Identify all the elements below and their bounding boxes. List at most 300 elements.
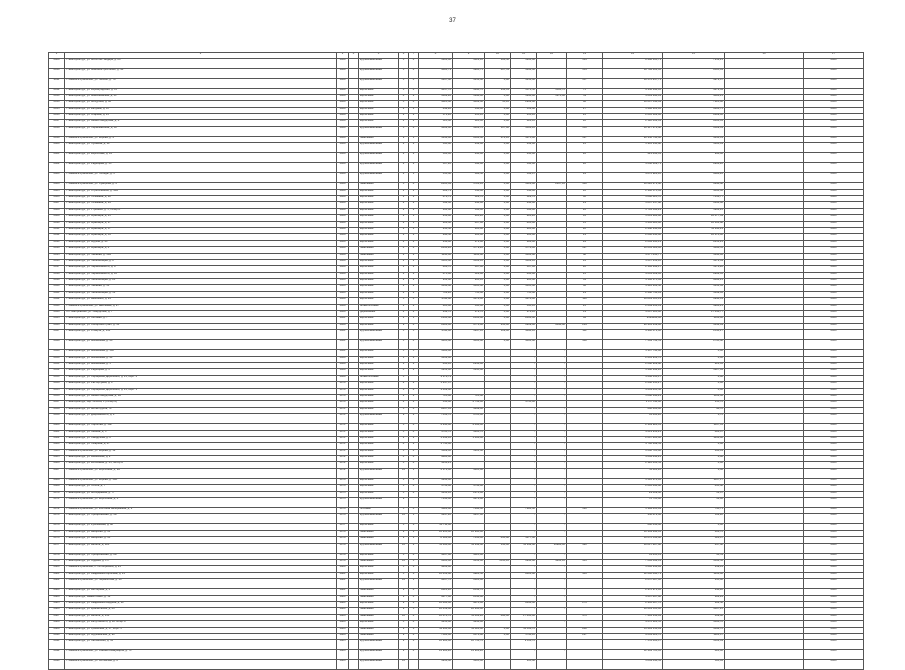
table-row <box>49 153 864 163</box>
cell-area5: 1500,70 <box>537 88 567 94</box>
cell-entr: 2 <box>409 356 419 362</box>
cell-area2: 965,10 <box>453 279 485 285</box>
cell-entr: 4 <box>409 323 419 329</box>
cell-area4: - <box>511 579 537 589</box>
cell-wall: кирпичные <box>359 208 399 214</box>
cell-year: 1969 <box>337 126 349 136</box>
cell-area: 406,70 <box>419 266 453 272</box>
cell-yend: 2026 <box>804 227 864 233</box>
cell-area2: 11 024,90 <box>453 627 485 633</box>
cell-cost: 10 784 661,45 <box>603 68 663 78</box>
cell-area2: 3002,60 <box>453 101 485 107</box>
cell-floors: 12 <box>399 559 409 565</box>
cell-address: Г. Екатеринбург, ул. Черняховского, д. 10 <box>65 272 337 278</box>
cell-cost2: 637,68 <box>663 543 725 553</box>
cell-wall: кирпичные <box>359 456 399 462</box>
cell-area5 <box>537 143 567 153</box>
cell-floors: 5 <box>399 58 409 68</box>
cell-wall: крупнопанельные <box>359 468 399 478</box>
cell-cost: 20 941 339,96 <box>603 323 663 329</box>
cell-no: 2813 <box>49 94 65 100</box>
cell-floors: 5 <box>399 553 409 559</box>
cell-area4: - <box>511 424 537 430</box>
cell-area3: 0,00 <box>485 340 511 350</box>
cell-address: Г. Екатеринбург, ул. Колхозная, д. 25, литер А <box>65 462 337 468</box>
cell-yend: 2026 <box>804 356 864 362</box>
cell-year: 1976 <box>337 514 349 524</box>
cell-entr: 1 <box>409 468 419 478</box>
cell-cost2: 0,00 <box>663 524 725 530</box>
cell-people: 20 <box>567 227 603 233</box>
cell-cost2: 10 670,00 <box>663 234 725 240</box>
cell-no: 2852 <box>49 369 65 375</box>
cell-floors: 5 <box>399 508 409 514</box>
cell-address: Г. Екатеринбург, ул. Утренняя, д. 5, литер А <box>65 208 337 214</box>
cell-floors: 10 <box>399 614 409 620</box>
cell-year: 1969 <box>337 202 349 208</box>
cell-cost: 1 849 048,54 <box>603 660 663 670</box>
cell-entr: 4 <box>409 601 419 607</box>
cell-area5 <box>537 640 567 650</box>
column-number-cell: 9 <box>453 53 485 59</box>
cell-yend: 2026 <box>804 143 864 153</box>
cell-no: 2815 <box>49 107 65 113</box>
cell-cost: 4 270 324,55 <box>603 621 663 627</box>
cell-cost2: 1166,90 <box>663 436 725 442</box>
cell-floors: 9 <box>399 136 409 142</box>
cell-entr: 2 <box>409 107 419 113</box>
cell-area5: - <box>537 608 567 614</box>
cell-people: 180 <box>567 183 603 189</box>
cell-address: Г. Екатеринбург, ул. Первомайская, д. 58 <box>65 126 337 136</box>
cell-area4: - <box>511 566 537 572</box>
cell-entr: 4 <box>409 126 419 136</box>
cell-no: 2860 <box>49 424 65 430</box>
cell-cost2: 606,76 <box>663 530 725 536</box>
cell-people: 306 <box>567 572 603 578</box>
cell-cost2: 5068,55 <box>663 247 725 253</box>
cell-area5: - <box>537 579 567 589</box>
cell-area2: 523,00 <box>453 272 485 278</box>
cell-yend: 2026 <box>804 627 864 633</box>
cell-floors: 3 <box>399 356 409 362</box>
cell-entr: 2 <box>409 227 419 233</box>
cell-address: Г. Екатеринбург, ул. Начинская, д. 2 <box>65 456 337 462</box>
cell-cost: 41 464,20 <box>603 414 663 424</box>
cell-year: 1969 <box>337 375 349 381</box>
cell-floors: 2 <box>399 202 409 208</box>
cell-yend: 2026 <box>804 94 864 100</box>
cell-yend: 2026 <box>804 394 864 400</box>
cell-cost: 7 481 136,34 <box>603 614 663 620</box>
cell-area: 1 443,10 <box>419 436 453 442</box>
column-number-cell: 6 <box>399 53 409 59</box>
cell-people: 20 <box>567 120 603 126</box>
cell-year: 1981 <box>337 572 349 578</box>
cell-address: Г. Екатеринбург, Ивана Сивко, д. 12 <box>65 595 337 601</box>
cell-entr: 4 <box>409 424 419 430</box>
cell-yend: 2026 <box>804 498 864 508</box>
cell-ydone <box>725 68 804 78</box>
cell-wall: кирпичные <box>359 227 399 233</box>
cell-floors: 5 <box>399 566 409 572</box>
cell-yend: 2026 <box>804 621 864 627</box>
cell-people: 276 <box>567 601 603 607</box>
cell-area4: - <box>511 350 537 356</box>
cell-yend: 2026 <box>804 614 864 620</box>
cell-floors: 5 <box>399 449 409 455</box>
cell-entr: 2 <box>409 401 419 407</box>
cell-year: 1978 <box>337 530 349 536</box>
cell-cost2: 335,90 <box>663 579 725 589</box>
cell-area2: 300,00 <box>453 234 485 240</box>
cell-area2: 305,00 <box>453 227 485 233</box>
cell-blank1 <box>349 640 359 650</box>
cell-area2: 4337,00 <box>453 514 485 524</box>
cell-entr: 4 <box>409 449 419 455</box>
cell-entr: 4 <box>409 553 419 559</box>
cell-entr: 2 <box>409 394 419 400</box>
cell-cost2: 6893,21 <box>663 279 725 285</box>
cell-wall: шлакоблочные <box>359 375 399 381</box>
cell-area: 4756,00 <box>419 485 453 491</box>
cell-wall: панельные <box>359 247 399 253</box>
cell-area2: 1724,10 <box>453 183 485 189</box>
cell-cost2: 382,24 <box>663 595 725 601</box>
cell-area5: - <box>537 350 567 356</box>
cell-wall: кирпичные <box>359 107 399 113</box>
cell-area4: 1576,50 <box>511 88 537 94</box>
cell-cost2: 8189,30 <box>663 114 725 120</box>
cell-address: Г. Екатеринбург, ул. Академика Королёва, д. 21 <box>65 572 337 578</box>
cell-wall: крупнопанельные <box>359 340 399 350</box>
cell-year: 1971 <box>337 449 349 455</box>
cell-entr: 2 <box>409 443 419 449</box>
cell-year: 1969 <box>337 323 349 329</box>
cell-no: 2827 <box>49 202 65 208</box>
cell-no: 2821 <box>49 153 65 163</box>
cell-people: 137 <box>567 136 603 142</box>
cell-cost: 7 094 092,33 <box>603 559 663 565</box>
cell-floors: 5 <box>399 101 409 107</box>
cell-cost: 12 206 094,73 <box>603 572 663 578</box>
cell-entr: 4 <box>409 589 419 595</box>
cell-area3: 0,00 <box>485 291 511 297</box>
cell-floors: 5 <box>399 462 409 468</box>
cell-ydone <box>725 126 804 136</box>
cell-entr: 1 <box>409 514 419 524</box>
cell-yend: 2026 <box>804 58 864 68</box>
cell-people: 320 <box>567 543 603 553</box>
cell-people: 137 <box>567 247 603 253</box>
cell-people: 112 <box>567 330 603 340</box>
cell-yend: 2026 <box>804 215 864 221</box>
cell-area2: 4399,00 <box>453 407 485 413</box>
cell-no: 2826 <box>49 196 65 202</box>
cell-area: 550,00 <box>419 401 453 407</box>
cell-wall: кирпичные <box>359 449 399 455</box>
cell-address: Г. Екатеринбург, ул. Радищева, д. 6 <box>65 369 337 375</box>
cell-yend: 2026 <box>804 153 864 163</box>
cell-area2: 3356,40 <box>453 78 485 88</box>
cell-wall: деревянные <box>359 311 399 317</box>
cell-cost2: 1007,25 <box>663 608 725 614</box>
cell-cost2: 3100,93 <box>663 143 725 153</box>
cell-area: 8421,20 <box>419 589 453 595</box>
cell-area3: 0,00 <box>485 279 511 285</box>
cell-year: 1977 <box>337 524 349 530</box>
cell-no: 2861 <box>49 430 65 436</box>
cell-cost2: 4372,44 <box>663 88 725 94</box>
cell-area5 <box>537 153 567 163</box>
cell-area: 306,60 <box>419 221 453 227</box>
cell-entr: 2 <box>409 143 419 153</box>
cell-cost2: 5634,02 <box>663 253 725 259</box>
cell-area5: - <box>537 436 567 442</box>
cell-area: 358,00 <box>419 240 453 246</box>
cell-area3: 0,00 <box>485 298 511 304</box>
cell-area5 <box>537 78 567 88</box>
cell-yend: 2026 <box>804 407 864 413</box>
cell-wall: кирпичные <box>359 215 399 221</box>
cell-area4: - <box>511 589 537 595</box>
cell-area3: 0,00 <box>485 183 511 189</box>
cell-area: 3456,21 <box>419 462 453 468</box>
cell-entr: 1 <box>409 136 419 142</box>
cell-area4: - <box>511 621 537 627</box>
cell-entr: 4 <box>409 485 419 491</box>
cell-cost2: 0,00 <box>663 443 725 449</box>
cell-area5: - <box>537 566 567 572</box>
cell-cost2: 8351,21 <box>663 240 725 246</box>
cell-yend: 2026 <box>804 323 864 329</box>
cell-cost2: 348,28 <box>663 589 725 595</box>
cell-cost: 9 990 073,00 <box>603 330 663 340</box>
cell-area3: 0,00 <box>485 227 511 233</box>
cell-entr: 2 <box>409 202 419 208</box>
cell-people <box>567 660 603 670</box>
cell-floors: 2 <box>399 208 409 214</box>
cell-no: 2818 <box>49 126 65 136</box>
cell-blank1 <box>349 660 359 670</box>
cell-cost: 3 102 175,44 <box>603 279 663 285</box>
cell-area4: 6944,80 <box>511 559 537 565</box>
cell-entr: 4 <box>409 430 419 436</box>
cell-no: 2853 <box>49 375 65 381</box>
cell-area: 555,60 <box>419 173 453 183</box>
cell-cost: 10 343 394,41 <box>603 530 663 536</box>
cell-blank1 <box>349 579 359 589</box>
cell-address: Г. Екатеринбург, ул. Черняховского, д. 8 <box>65 266 337 272</box>
cell-year: 1969 <box>337 369 349 375</box>
cell-cost2: 0,00 <box>663 462 725 468</box>
cell-area: 953,80 <box>419 279 453 285</box>
cell-wall: кирпичные <box>359 572 399 578</box>
cell-address: Г. Екатеринбург, ул. Уральская, д. 57, корп. 5 <box>65 627 337 633</box>
cell-floors: 2 <box>399 253 409 259</box>
cell-area2: 6705,00 <box>453 414 485 424</box>
cell-area3: 0,00 <box>485 208 511 214</box>
cell-area5: - <box>537 514 567 524</box>
column-number-cell: 10 <box>485 53 511 59</box>
cell-floors: 9 <box>399 650 409 660</box>
cell-no: 2836 <box>49 259 65 265</box>
cell-entr: 4 <box>409 101 419 107</box>
cell-area3: 210,00 <box>485 323 511 329</box>
cell-area2: 1201,60 <box>453 449 485 455</box>
cell-floors: 9 <box>399 595 409 601</box>
cell-area2: 6504,60 <box>453 136 485 142</box>
cell-area3 <box>485 498 511 508</box>
cell-wall: крупнопанельные <box>359 579 399 589</box>
cell-address: Г. Каменск-Уральский, ул. Школьная, д. 27 <box>65 304 337 310</box>
cell-cost: 2 240 135,27 <box>603 382 663 388</box>
cell-no: 2847 <box>49 330 65 340</box>
cell-area3: 407,51 <box>485 68 511 78</box>
cell-area2: 2236,00 <box>453 363 485 369</box>
cell-year: 1966 <box>337 279 349 285</box>
cell-area3: 0,00 <box>485 253 511 259</box>
cell-address: Г. Екатеринбург, ул. Шефская, д. 91 <box>65 530 337 536</box>
cell-blank1 <box>349 143 359 153</box>
cell-area3 <box>485 660 511 670</box>
table-body <box>49 53 864 670</box>
cell-area: 4084,79 <box>419 68 453 78</box>
cell-address: Г. Каменск-Уральский, ул. Победы, д. 1 <box>65 173 337 183</box>
cell-area4: 2066,80 <box>511 317 537 323</box>
cell-area2: 14 903,20 <box>453 650 485 660</box>
cell-wall: кирпичные <box>359 88 399 94</box>
cell-area: 7553,70 <box>419 414 453 424</box>
cell-floors: 2 <box>399 394 409 400</box>
column-number-cell: 11 <box>511 53 537 59</box>
cell-area: 1036,40 <box>419 285 453 291</box>
cell-people <box>567 468 603 478</box>
cell-area4: 632,00 <box>511 143 537 153</box>
cell-area3: 0,00 <box>485 78 511 88</box>
cell-wall: кирпичные <box>359 388 399 394</box>
cell-address: Г. Екатеринбург, ул. Кирпичная, д. 14 <box>65 153 337 163</box>
cell-no: 2830 <box>49 221 65 227</box>
cell-people: 101 <box>567 559 603 565</box>
cell-area: 3336,00 <box>419 478 453 484</box>
cell-people: 150 <box>567 126 603 136</box>
cell-year: 1969 <box>337 173 349 183</box>
cell-ydone <box>725 78 804 88</box>
cell-wall: панельные <box>359 608 399 614</box>
cell-yend: 2026 <box>804 259 864 265</box>
column-number-cell: 3 <box>337 53 349 59</box>
cell-no: 2871 <box>49 498 65 508</box>
cell-entr: 4 <box>409 388 419 394</box>
cell-year: 1978 <box>337 537 349 543</box>
cell-year: 1969 <box>337 234 349 240</box>
cell-floors: 2 <box>399 120 409 126</box>
cell-address: Г. Екатеринбург, ул. Ленина, д. 5 <box>65 430 337 436</box>
cell-area5 <box>537 126 567 136</box>
cell-address: Г. Екатеринбург, ул. Профсоюзная, д. 6Б <box>65 553 337 559</box>
cell-area5: - <box>537 375 567 381</box>
cell-blank1 <box>349 58 359 68</box>
cell-floors: 5 <box>399 430 409 436</box>
cell-yend: 2026 <box>804 601 864 607</box>
cell-area5: - <box>537 388 567 394</box>
cell-address: Г. Екатеринбург, ул. Пушкина, д. 12 <box>65 143 337 153</box>
cell-yend: 2026 <box>804 78 864 88</box>
cell-people: 24 <box>567 173 603 183</box>
cell-entr: 2 <box>409 259 419 265</box>
cell-area4: 548,00 <box>511 189 537 195</box>
cell-yend: 2026 <box>804 640 864 650</box>
cell-area5: 1370,00 <box>537 94 567 100</box>
cell-year: 1979 <box>337 553 349 559</box>
cell-wall: панельные <box>359 627 399 633</box>
cell-cost: 2 976 971,85 <box>603 589 663 595</box>
cell-wall: крупнопанельные <box>359 58 399 68</box>
cell-cost: 2 241 913,76 <box>603 356 663 362</box>
cell-area3 <box>485 514 511 524</box>
cell-area2: 632,00 <box>453 143 485 153</box>
cell-wall: крупнопанельные <box>359 126 399 136</box>
cell-entr: 2 <box>409 304 419 310</box>
cell-ydone <box>725 163 804 173</box>
cell-entr: 2 <box>409 240 419 246</box>
cell-area: 605,00 <box>419 304 453 310</box>
cell-cost2: 5176,20 <box>663 266 725 272</box>
cell-yend: 2026 <box>804 449 864 455</box>
cell-address: Г. Екатеринбург, ул. Расторгуева, д. 3 <box>65 382 337 388</box>
cell-address: Г. Екатеринбург, ул. Шефская, д. 96 <box>65 537 337 543</box>
cell-entr: 4 <box>409 247 419 253</box>
cell-cost: 10 817 287,08 <box>603 543 663 553</box>
cell-wall: крупнопанельные <box>359 78 399 88</box>
cell-area: 364,80 <box>419 208 453 214</box>
cell-people: 23 <box>567 202 603 208</box>
cell-year: 1969 <box>337 221 349 227</box>
cell-yend: 2026 <box>804 436 864 442</box>
cell-wall: кирпичные <box>359 462 399 468</box>
cell-no: 2888 <box>49 621 65 627</box>
cell-no: 2893 <box>49 660 65 670</box>
cell-floors: 5 <box>399 330 409 340</box>
cell-no: 2829 <box>49 215 65 221</box>
table-row <box>49 68 864 78</box>
cell-area4: 8806,80 <box>511 572 537 578</box>
cell-no: 2825 <box>49 189 65 195</box>
cell-entr: 2 <box>409 94 419 100</box>
cell-ydone <box>725 468 804 478</box>
cell-area: 3057,70 <box>419 88 453 94</box>
cell-area3: 0,00 <box>485 107 511 113</box>
table-row <box>49 498 864 508</box>
cell-area3: 0,00 <box>485 633 511 639</box>
cell-area3: 0,00 <box>485 266 511 272</box>
cell-entr: 4 <box>409 491 419 497</box>
cell-area2: 7894,60 <box>453 508 485 514</box>
cell-entr: 1 <box>409 173 419 183</box>
cell-entr: 2 <box>409 253 419 259</box>
cell-area2: 11 402,20 <box>453 614 485 620</box>
cell-area2: 1398,00 <box>453 94 485 100</box>
cell-floors: 2 <box>399 143 409 153</box>
column-number-cell: 2 <box>65 53 337 59</box>
cell-area2: 1065,40 <box>453 285 485 291</box>
cell-no: 2892 <box>49 650 65 660</box>
cell-area: 3 176,79 <box>419 375 453 381</box>
table-row <box>49 143 864 153</box>
cell-no: 2810 <box>49 68 65 78</box>
cell-address: Г. Екатеринбург, ул. Кабутовского, д. 28 литер А <box>65 621 337 627</box>
